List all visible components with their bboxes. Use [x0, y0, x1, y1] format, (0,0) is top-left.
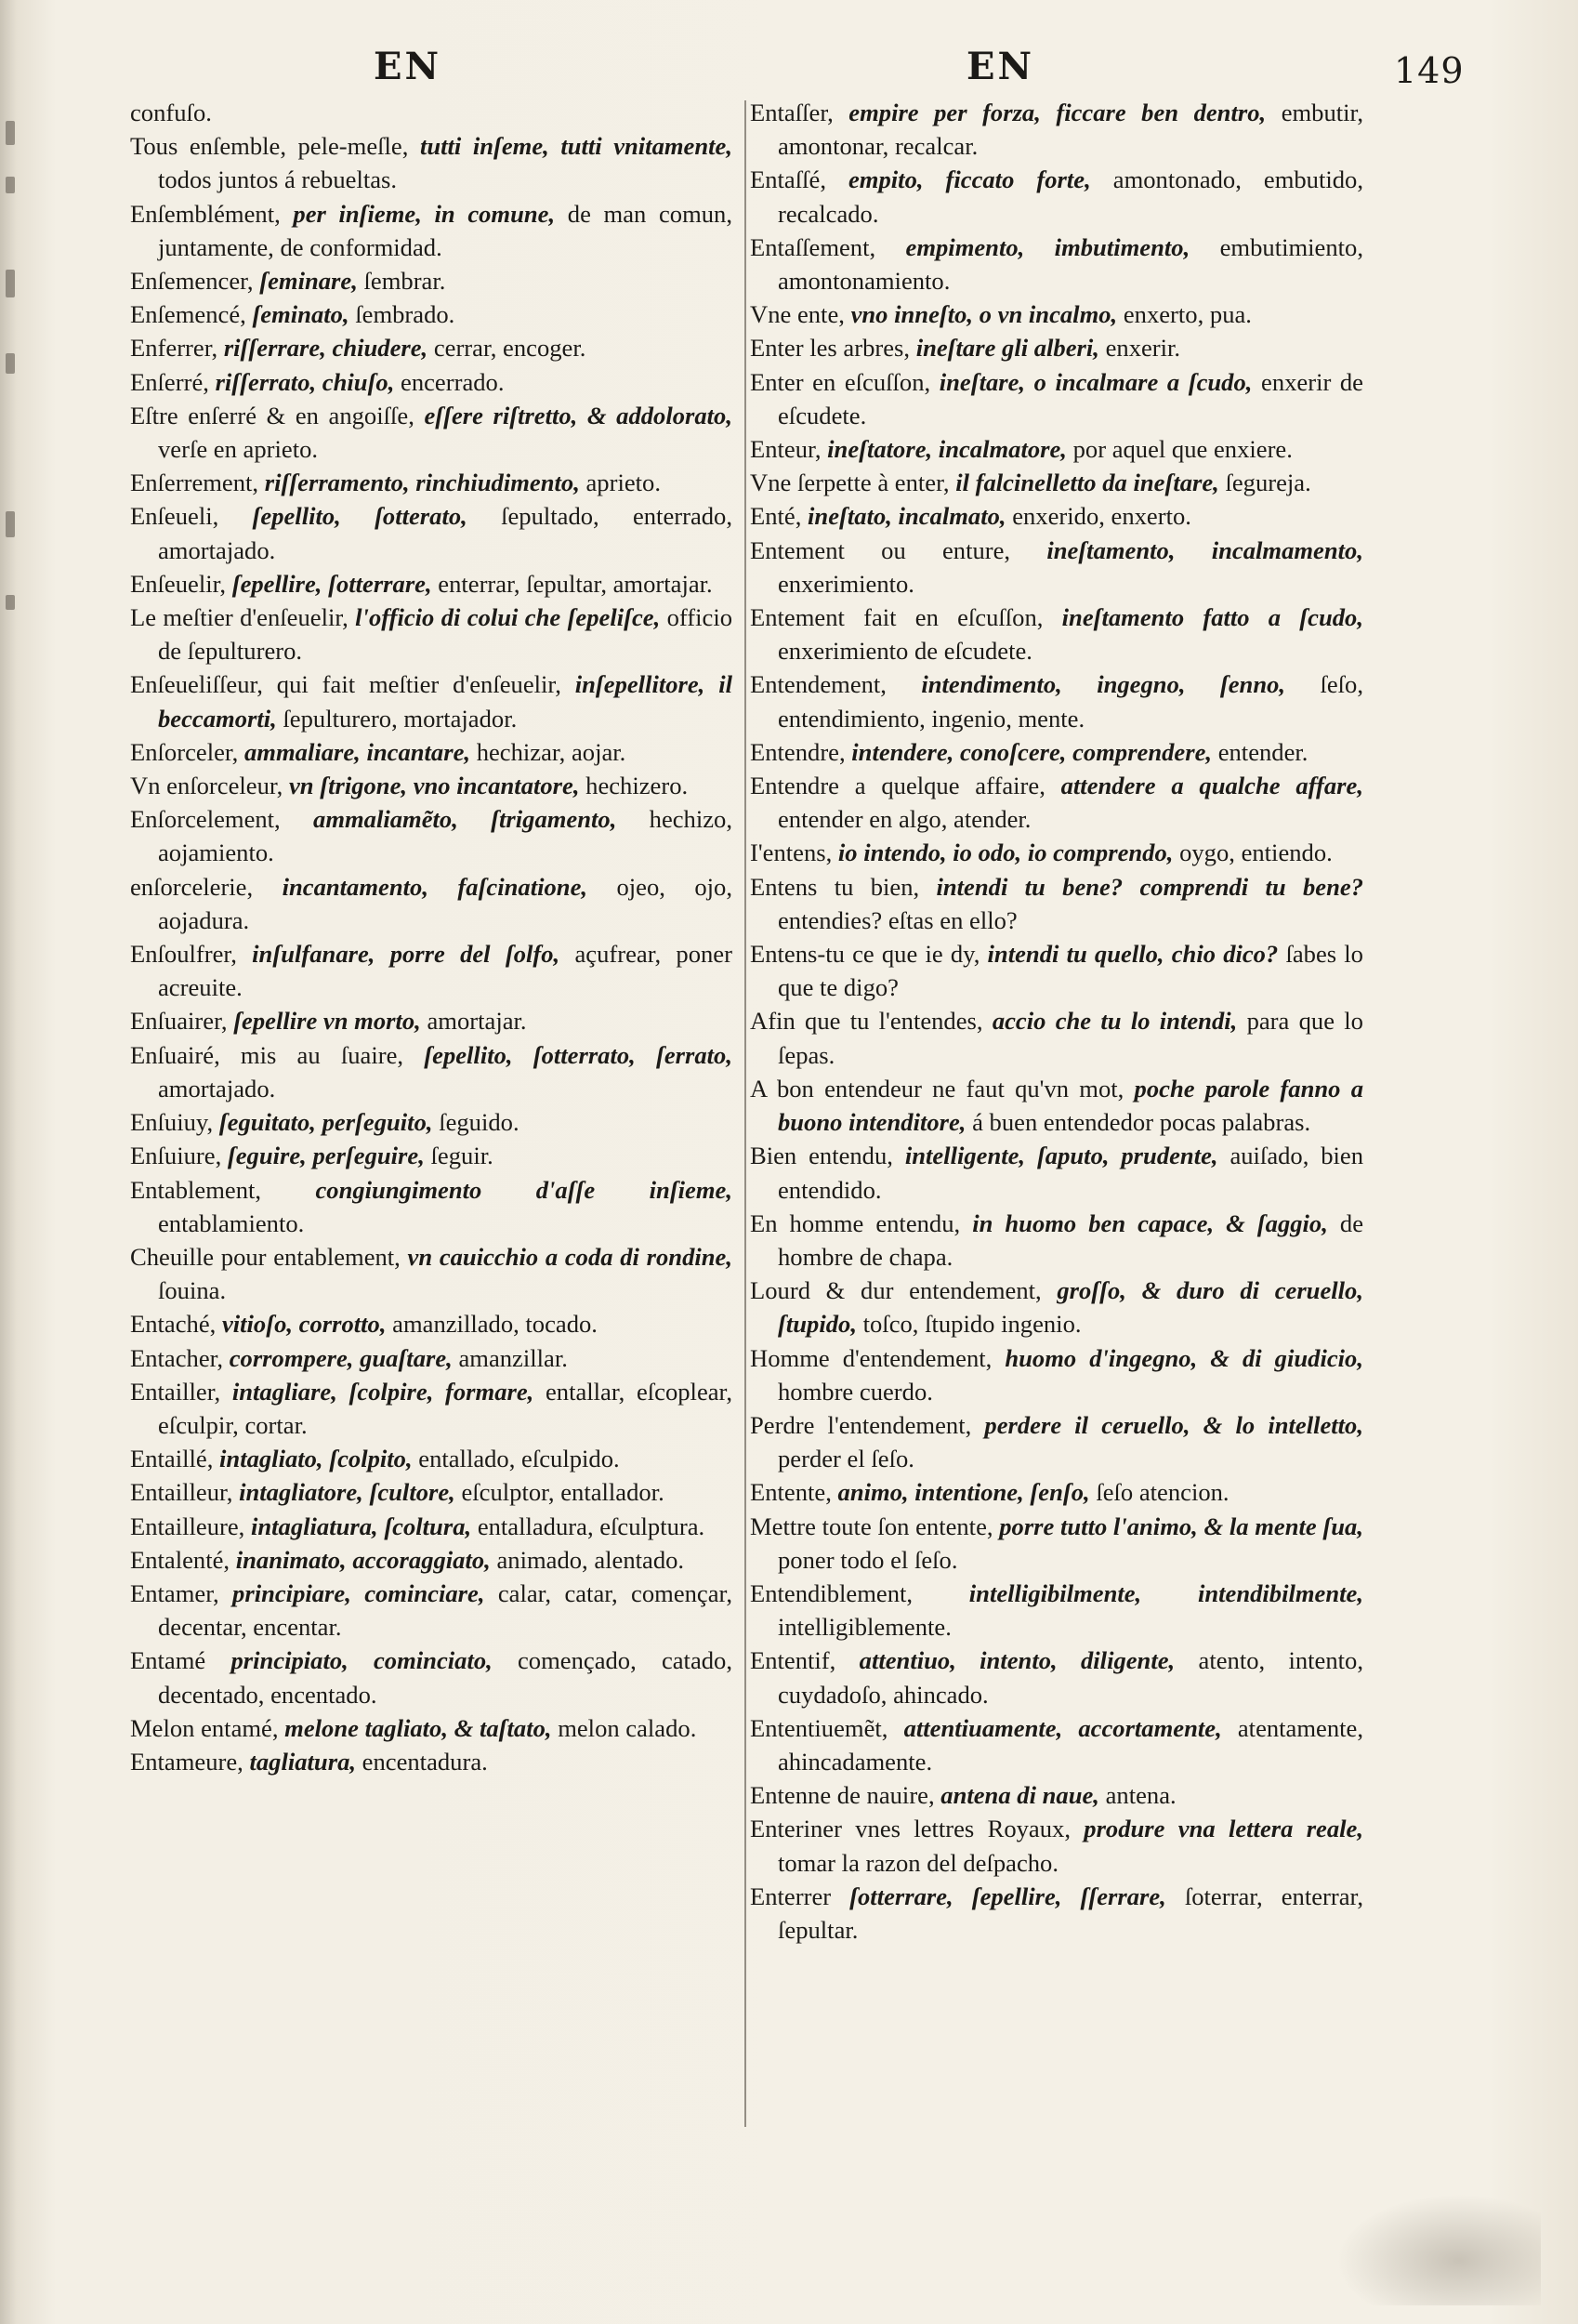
entry-french-headword: Vn enſorceleur, — [130, 772, 283, 800]
entry-italian-gloss: riſſerramento, rinchiudimento, — [264, 469, 580, 497]
entry-italian-gloss: intelligente, ſaputo, prudente, — [904, 1142, 1218, 1170]
dictionary-entry — [750, 1341, 1363, 1408]
entry-spanish-gloss: oygo, entiendo. — [1179, 838, 1333, 867]
entry-spanish-gloss: açufrear, poner acreuite. — [158, 940, 732, 1002]
dictionary-entry — [130, 802, 732, 869]
entry-italian-gloss: melone tagliato, & taſtato, — [284, 1713, 552, 1742]
dictionary-entry — [750, 1577, 1363, 1644]
entry-italian-gloss: intelligibilmente, intendibilmente, — [968, 1578, 1363, 1607]
entry-french-headword: Entens-tu ce que ie dy, — [750, 940, 980, 969]
entry-french-headword: Ententif, — [750, 1646, 836, 1675]
entry-italian-gloss: vitioſo, corrotto, — [221, 1310, 387, 1339]
entry-french-headword: Afin que tu l'entendes, — [750, 1007, 983, 1036]
entry-italian-gloss: inanimato, accoraggiato, — [235, 1545, 491, 1574]
entry-french-headword: Perdre l'entendement, — [750, 1410, 972, 1439]
entry-french-headword: Enter les arbres, — [750, 334, 911, 363]
entry-french-headword: Entens tu bien, — [750, 872, 920, 901]
entry-french-headword: Entalenté, — [130, 1545, 230, 1574]
entry-spanish-gloss: hechizo, aojamiento. — [158, 805, 732, 867]
entry-spanish-gloss: embutir, amontonar, recalcar. — [778, 99, 1363, 161]
entry-spanish-gloss: enxerimiento. — [778, 569, 914, 598]
entry-french-headword: Enteur, — [750, 435, 822, 464]
entry-italian-gloss: inſepellitore, il beccamorti, — [158, 670, 732, 733]
entry-spanish-gloss: eſculptor, entallador. — [461, 1478, 664, 1507]
entry-italian-gloss: vn ſtrigone, vno incantatore, — [288, 772, 580, 800]
entry-spanish-gloss: officio de ſepulturero. — [158, 603, 732, 666]
entry-italian-gloss: intagliatore, ſcultore, — [239, 1478, 455, 1507]
entry-spanish-gloss: amortajar. — [427, 1007, 527, 1036]
entry-french-headword: Bien entendu, — [750, 1142, 893, 1170]
entry-french-headword: Entamé — [130, 1646, 206, 1675]
right-column — [750, 96, 1363, 1947]
entry-french-headword: Entendiblement, — [750, 1578, 914, 1607]
entry-french-headword: Entameure, — [130, 1747, 243, 1776]
dictionary-entry — [750, 163, 1363, 230]
entry-spanish-gloss: començado, catado, decentado, encentado. — [158, 1646, 732, 1709]
entry-spanish-gloss: de man comun, juntamente, de conformidad. — [158, 199, 732, 261]
entry-italian-gloss: inſulfanare, porre del ſolfo, — [252, 940, 560, 969]
entry-french-headword: Enſuiuy, — [130, 1108, 214, 1137]
dictionary-entry — [130, 667, 732, 734]
dictionary-entry — [750, 365, 1363, 432]
entry-french-headword: Entendre, — [750, 737, 846, 766]
entry-spanish-gloss: poner todo el ſeſo. — [778, 1545, 958, 1574]
entry-italian-gloss: riſſerrare, chiudere, — [223, 334, 428, 363]
entry-spanish-gloss: antena. — [1105, 1781, 1177, 1810]
entry-spanish-gloss: amortajado. — [158, 1074, 276, 1103]
entry-italian-gloss: ammaliamẽto, ſtrigamento, — [313, 805, 617, 834]
entry-french-headword: Entement fait en eſcuſſon, — [750, 603, 1044, 632]
entry-italian-gloss: ſepellire, ſotterrare, — [231, 569, 432, 598]
entry-french-headword: Entailler, — [130, 1377, 221, 1406]
entry-spanish-gloss: perder el ſeſo. — [778, 1445, 914, 1473]
entry-italian-gloss: ineſtato, incalmato, — [808, 502, 1006, 531]
entry-italian-gloss: huomo d'ingegno, & di giudicio, — [1005, 1343, 1363, 1372]
entry-spanish-gloss: intelligiblemente. — [778, 1613, 952, 1642]
entry-spanish-gloss: enxerimiento de eſcudete. — [778, 637, 1032, 666]
entry-french-headword: Enſerré, — [130, 367, 209, 396]
dictionary-entry — [750, 1408, 1363, 1475]
dictionary-entry — [750, 96, 1363, 163]
dictionary-entry — [750, 667, 1363, 734]
dictionary-entry — [750, 769, 1363, 836]
entry-french-headword: Entaſſé, — [750, 165, 826, 194]
entry-spanish-gloss: embutimiento, amontonamiento. — [778, 232, 1363, 296]
dictionary-entry — [130, 1173, 732, 1240]
dictionary-entry — [130, 96, 732, 129]
entry-spanish-gloss: ſepultado, enterrado, amortajado. — [158, 502, 733, 564]
entry-spanish-gloss: encentadura. — [362, 1747, 488, 1776]
entry-french-headword: Homme d'entendement, — [750, 1343, 993, 1372]
dictionary-entry — [130, 297, 732, 331]
entry-french-headword: Enteriner vnes lettres Royaux, — [750, 1815, 1071, 1843]
entry-italian-gloss: ineſtamento fatto a ſcudo, — [1061, 603, 1363, 632]
entry-spanish-gloss: ſoterrar, enterrar, ſepultar. — [778, 1882, 1363, 1944]
paper-stain — [1336, 2194, 1541, 2305]
entry-spanish-gloss: hombre cuerdo. — [778, 1377, 933, 1406]
entry-french-headword: Enſorcelement, — [130, 805, 281, 834]
entry-spanish-gloss: ſeguido. — [439, 1108, 519, 1137]
entry-spanish-gloss: atentamente, ahincadamente. — [778, 1713, 1363, 1776]
entry-spanish-gloss: enxerto, pua. — [1123, 300, 1252, 329]
entry-italian-gloss: ineſtare gli alberi, — [915, 334, 1099, 363]
dictionary-entry — [130, 769, 732, 802]
page-number: 149 — [1394, 50, 1465, 91]
dictionary-entry — [130, 1240, 732, 1307]
binding-gutter — [0, 112, 37, 669]
entry-spanish-gloss: ſeſo atencion. — [1096, 1478, 1230, 1507]
dictionary-entry — [130, 870, 732, 937]
entry-spanish-gloss: amanzillado, tocado. — [392, 1310, 598, 1339]
dictionary-entry — [130, 1510, 732, 1543]
entry-italian-gloss: tutti inſeme, tutti vnitamente, — [419, 132, 732, 161]
entry-spanish-gloss: enxerir. — [1105, 334, 1181, 363]
entry-spanish-gloss: ſabes lo que te digo? — [778, 940, 1363, 1002]
dictionary-entry — [750, 534, 1363, 601]
dictionary-entry — [130, 331, 732, 364]
entry-italian-gloss: intagliare, ſcolpire, formare, — [231, 1377, 534, 1406]
entry-italian-gloss: intendere, conoſcere, comprendere, — [851, 737, 1213, 766]
entry-french-headword: Tous enſemble, pele-meſle, — [130, 132, 409, 161]
dictionary-entry — [750, 1004, 1363, 1071]
entry-italian-gloss: intendi tu bene? comprendi tu bene? — [936, 872, 1364, 901]
entry-spanish-gloss: entender. — [1217, 737, 1308, 766]
entry-italian-gloss: ineſtamento, incalmamento, — [1046, 535, 1363, 564]
entry-spanish-gloss: toſco, ſtupido ingenio. — [862, 1310, 1082, 1339]
entry-french-headword: Enferrer, — [130, 334, 218, 363]
entry-italian-gloss: corrompere, guaſtare, — [229, 1343, 453, 1372]
entry-spanish-gloss: animado, alentado. — [496, 1545, 685, 1574]
entry-spanish-gloss: ſepulturero, mortajador. — [283, 704, 518, 733]
entry-italian-gloss: ſepellito, ſotterrato, ſerrato, — [424, 1040, 733, 1069]
entry-italian-gloss: poche parole fanno a buono intenditore, — [778, 1074, 1363, 1137]
entry-french-headword: Eſtre enſerré & en angoiſſe, — [130, 401, 414, 429]
entry-italian-gloss: intagliatura, ſcoltura, — [250, 1512, 472, 1540]
entry-spanish-gloss: ſouina. — [158, 1276, 227, 1305]
entry-french-headword: Enſemblément, — [130, 199, 281, 228]
dictionary-entry — [750, 1207, 1363, 1274]
entry-italian-gloss: ineſtatore, incalmatore, — [827, 435, 1067, 464]
entry-italian-gloss: ſeminare, — [259, 267, 358, 296]
entry-spanish-gloss: hechizar, aojar. — [476, 737, 626, 766]
entry-italian-gloss: ſepellire vn morto, — [233, 1007, 421, 1036]
dictionary-entry — [130, 1105, 732, 1139]
dictionary-entry — [750, 836, 1363, 869]
entry-italian-gloss: in huomo ben capace, & ſaggio, — [972, 1208, 1328, 1237]
entry-italian-gloss: vno inneſto, o vn incalmo, — [850, 300, 1118, 329]
entry-italian-gloss: ineſtare, o incalmare a ſcudo, — [939, 367, 1253, 396]
entry-french-headword: A bon entendeur ne faut qu'vn mot, — [750, 1074, 1124, 1103]
dictionary-entry — [750, 1644, 1363, 1710]
dictionary-entry — [130, 1577, 732, 1644]
dictionary-entry — [750, 1139, 1363, 1206]
dictionary-entry — [130, 1543, 732, 1577]
column-divider — [744, 100, 746, 2127]
dictionary-entry — [750, 870, 1363, 937]
entry-italian-gloss: groſſo, & duro di ceruello, ſtupido, — [778, 1276, 1363, 1339]
running-head-right: EN — [967, 45, 1035, 88]
dictionary-entry — [750, 1475, 1363, 1509]
entry-french-headword: Enté, — [750, 502, 802, 531]
entry-spanish-gloss: melon calado. — [558, 1713, 697, 1742]
entry-italian-gloss: ſeguitato, perſeguito, — [218, 1108, 433, 1137]
entry-spanish-gloss: entallado, eſculpido. — [418, 1445, 620, 1473]
entry-french-headword: Enſuairer, — [130, 1007, 228, 1036]
dictionary-entry — [130, 1442, 732, 1475]
entry-spanish-gloss: encerrado. — [401, 367, 505, 396]
entry-french-headword: Entaché, — [130, 1310, 217, 1339]
entry-french-headword: Entaillé, — [130, 1445, 214, 1473]
entry-french-headword: Ententiuemẽt, — [750, 1713, 888, 1742]
entry-italian-gloss: attendere a qualche affare, — [1060, 772, 1363, 800]
entry-spanish-gloss: por aquel que enxiere. — [1072, 435, 1293, 464]
entry-italian-gloss: ſotterrare, ſepellire, ſſerrare, — [849, 1882, 1166, 1910]
dictionary-entry — [750, 735, 1363, 769]
dictionary-entry — [750, 1812, 1363, 1879]
entry-spanish-gloss: amanzillar. — [458, 1343, 568, 1372]
dictionary-entry — [130, 937, 732, 1004]
entry-french-headword: Vne ſerpette à enter, — [750, 469, 950, 497]
dictionary-entry — [750, 1072, 1363, 1139]
entry-french-headword: Entailleur, — [130, 1478, 233, 1507]
entry-spanish-gloss: enxerido, enxerto. — [1012, 502, 1191, 531]
dictionary-entry — [750, 1274, 1363, 1340]
entry-italian-gloss: principiato, cominciato, — [230, 1646, 493, 1675]
dictionary-entry — [130, 365, 732, 399]
entry-italian-gloss: ſeguire, perſeguire, — [227, 1142, 425, 1170]
entry-french-headword: Enſemencé, — [130, 300, 246, 329]
entry-spanish-gloss: auiſado, bien entendido. — [778, 1142, 1364, 1204]
entry-spanish-gloss: ſembrado. — [355, 300, 455, 329]
dictionary-entry — [130, 1375, 732, 1442]
dictionary-entry — [750, 1510, 1363, 1577]
dictionary-entry — [750, 1778, 1363, 1812]
entry-spanish-gloss: entender en algo, atender. — [778, 805, 1032, 834]
entry-french-headword: Enſuairé, mis au ſuaire, — [130, 1040, 404, 1069]
entry-french-headword: Vne ente, — [750, 300, 845, 329]
dictionary-entry — [750, 432, 1363, 466]
dictionary-entry — [130, 129, 732, 196]
dictionary-entry — [750, 937, 1363, 1004]
dictionary-entry — [130, 1038, 732, 1105]
dictionary-entry — [130, 1475, 732, 1509]
dictionary-entry — [750, 466, 1363, 499]
entry-italian-gloss: incantamento, faſcinatione, — [282, 872, 588, 901]
entry-french-headword: Cheuille pour entablement, — [130, 1242, 401, 1271]
entry-french-headword: Entente, — [750, 1478, 832, 1507]
entry-french-headword: Enter en eſcuſſon, — [750, 367, 931, 396]
entry-french-headword: Entacher, — [130, 1343, 224, 1372]
dictionary-entry — [130, 1307, 732, 1340]
entry-spanish-gloss: para que lo ſepas. — [778, 1007, 1363, 1069]
entry-french-headword: Enſeueli, — [130, 502, 219, 531]
entry-spanish-gloss: hechizero. — [585, 772, 689, 800]
entry-italian-gloss: il falcinelletto da ineſtare, — [955, 469, 1219, 497]
entry-italian-gloss: tagliatura, — [249, 1747, 357, 1776]
entry-italian-gloss: porre tutto l'animo, & la mente ſua, — [999, 1512, 1363, 1540]
entry-italian-gloss: intagliato, ſcolpito, — [219, 1445, 413, 1473]
entry-spanish-gloss: cerrar, encoger. — [433, 334, 586, 363]
left-column — [130, 96, 732, 1778]
entry-french-headword: I'entens, — [750, 838, 833, 867]
entry-spanish-gloss: calar, catar, començar, decentar, encentar. — [158, 1578, 732, 1642]
entry-spanish-gloss: á buen entendedor pocas palabras. — [972, 1108, 1311, 1137]
entry-french-headword: Entendement, — [750, 670, 887, 699]
entry-spanish-gloss: entalladura, eſculptura. — [477, 1512, 705, 1540]
dictionary-entry — [130, 499, 732, 566]
entry-french-headword: Lourd & dur entendement, — [750, 1276, 1042, 1305]
entry-italian-gloss: produre vna lettera reale, — [1084, 1815, 1363, 1843]
entry-italian-gloss: eſſere riſtretto, & addolorato, — [424, 401, 732, 429]
entry-french-headword: Entendre a quelque affaire, — [750, 772, 1045, 800]
dictionary-entry — [750, 231, 1363, 297]
entry-french-headword: Mettre toute ſon entente, — [750, 1512, 993, 1540]
dictionary-entry — [130, 1745, 732, 1778]
entry-italian-gloss: riſſerrato, chiuſo, — [215, 367, 395, 396]
entry-italian-gloss: ſepellito, ſotterato, — [252, 502, 467, 531]
dictionary-entry — [750, 331, 1363, 364]
entry-italian-gloss: empito, ficcato forte, — [848, 165, 1091, 194]
entry-italian-gloss: per inſieme, in comune, — [293, 199, 556, 228]
entry-spanish-gloss: ſeguir. — [430, 1142, 493, 1170]
entry-italian-gloss: empire per forza, ficcare ben dentro, — [848, 99, 1267, 126]
entry-french-headword: Le meſtier d'enſeuelir, — [130, 603, 348, 632]
entry-french-headword: Entamer, — [130, 1578, 219, 1607]
entry-spanish-gloss: aprieto. — [585, 469, 661, 497]
entry-spanish-gloss: ſeſo, entendimiento, ingenio, mente. — [778, 670, 1363, 733]
dictionary-entry — [130, 197, 732, 264]
entry-french-headword: Enſeuelir, — [130, 569, 227, 598]
entry-spanish-gloss: ojeo, ojo, aojadura. — [158, 872, 732, 934]
entry-italian-gloss: ſeminato, — [252, 300, 349, 329]
entry-italian-gloss: intendimento, ingegno, ſenno, — [921, 670, 1286, 699]
dictionary-entry — [130, 1139, 732, 1172]
dictionary-entry — [130, 399, 732, 466]
dictionary-entry — [130, 466, 732, 499]
dictionary-entry — [130, 601, 732, 667]
dictionary-entry — [130, 1004, 732, 1037]
entry-italian-gloss: congiungimento d'aſſe inſieme, — [315, 1175, 733, 1204]
entry-italian-gloss: io intendo, io odo, io comprendo, — [837, 838, 1174, 867]
entry-spanish-gloss: enxerir de eſcudete. — [778, 367, 1363, 429]
entry-italian-gloss: principiare, cominciare, — [232, 1578, 485, 1607]
entry-spanish-gloss: atento, intento, cuydadoſo, ahincado. — [778, 1646, 1363, 1709]
entry-spanish-gloss: ſembrar. — [363, 267, 446, 296]
dictionary-entry — [130, 1644, 732, 1710]
entry-spanish-gloss: entablamiento. — [158, 1208, 305, 1237]
dictionary-entry — [130, 735, 732, 769]
entry-italian-gloss: perdere il ceruello, & lo intelletto, — [984, 1410, 1363, 1439]
entry-french-headword: Entenne de nauire, — [750, 1781, 935, 1810]
entry-italian-gloss: attentiuo, intento, diligente, — [859, 1646, 1176, 1675]
dictionary-entry — [750, 297, 1363, 331]
entry-spanish-gloss: entallar, eſcoplear, eſculpir, cortar. — [158, 1377, 732, 1439]
dictionary-entry — [130, 567, 732, 601]
dictionary-entry — [750, 499, 1363, 533]
entry-french-headword: Entement ou enture, — [750, 535, 1011, 564]
entry-spanish-gloss: todos juntos á rebueltas. — [158, 165, 398, 194]
entry-italian-gloss: empimento, imbutimento, — [905, 232, 1190, 261]
entry-spanish-gloss: entendies? eſtas en ello? — [778, 905, 1018, 934]
entry-italian-gloss: attentiuamente, accortamente, — [903, 1713, 1222, 1742]
entry-spanish-gloss: amontonado, embutido, recalcado. — [778, 165, 1363, 228]
entry-spanish-gloss: verſe en aprieto. — [158, 435, 319, 464]
entry-french-headword: Enſuiure, — [130, 1142, 222, 1170]
entry-spanish-gloss: tomar la razon del deſpacho. — [778, 1848, 1059, 1877]
entry-french-headword: Enterrer — [750, 1882, 832, 1910]
entry-french-headword: enſorcelerie, — [130, 872, 254, 901]
entry-french-headword: Enſeueliſſeur, qui fait meſtier d'enſeuelir, — [130, 670, 561, 699]
entry-french-headword: Entablement, — [130, 1175, 262, 1204]
entry-italian-gloss: animo, intentione, ſenſo, — [837, 1478, 1090, 1507]
entry-spanish-gloss: de hombre de chapa. — [778, 1208, 1363, 1271]
entry-french-headword: confuſo. — [130, 99, 212, 126]
entry-french-headword: Enſorceler, — [130, 737, 239, 766]
entry-french-headword: Entailleure, — [130, 1512, 245, 1540]
entry-italian-gloss: ammaliare, incantare, — [243, 737, 471, 766]
dictionary-entry — [130, 1341, 732, 1375]
entry-french-headword: Enſerrement, — [130, 469, 259, 497]
entry-french-headword: Entaſſer, — [750, 99, 834, 126]
entry-italian-gloss: l'officio di colui che ſepeliſce, — [355, 603, 661, 632]
entry-french-headword: Melon entamé, — [130, 1713, 279, 1742]
entry-italian-gloss: antena di naue, — [940, 1781, 1099, 1810]
dictionary-entry — [750, 601, 1363, 667]
dictionary-entry — [750, 1711, 1363, 1778]
entry-italian-gloss: accio che tu lo intendi, — [992, 1007, 1238, 1036]
dictionary-entry — [750, 1880, 1363, 1947]
dictionary-entry — [130, 1711, 732, 1745]
entry-french-headword: En homme entendu, — [750, 1208, 961, 1237]
entry-spanish-gloss: ſegureja. — [1225, 469, 1311, 497]
dictionary-entry — [130, 264, 732, 297]
entry-italian-gloss: intendi tu quello, chio dico? — [987, 940, 1279, 969]
entry-italian-gloss: vn cauicchio a coda di rondine, — [407, 1242, 732, 1271]
running-head-left: EN — [374, 45, 442, 88]
entry-french-headword: Enſemencer, — [130, 267, 254, 296]
entry-spanish-gloss: enterrar, ſepultar, amortajar. — [438, 569, 713, 598]
entry-french-headword: Entaſſement, — [750, 232, 876, 261]
entry-french-headword: Enſoulfrer, — [130, 940, 237, 969]
